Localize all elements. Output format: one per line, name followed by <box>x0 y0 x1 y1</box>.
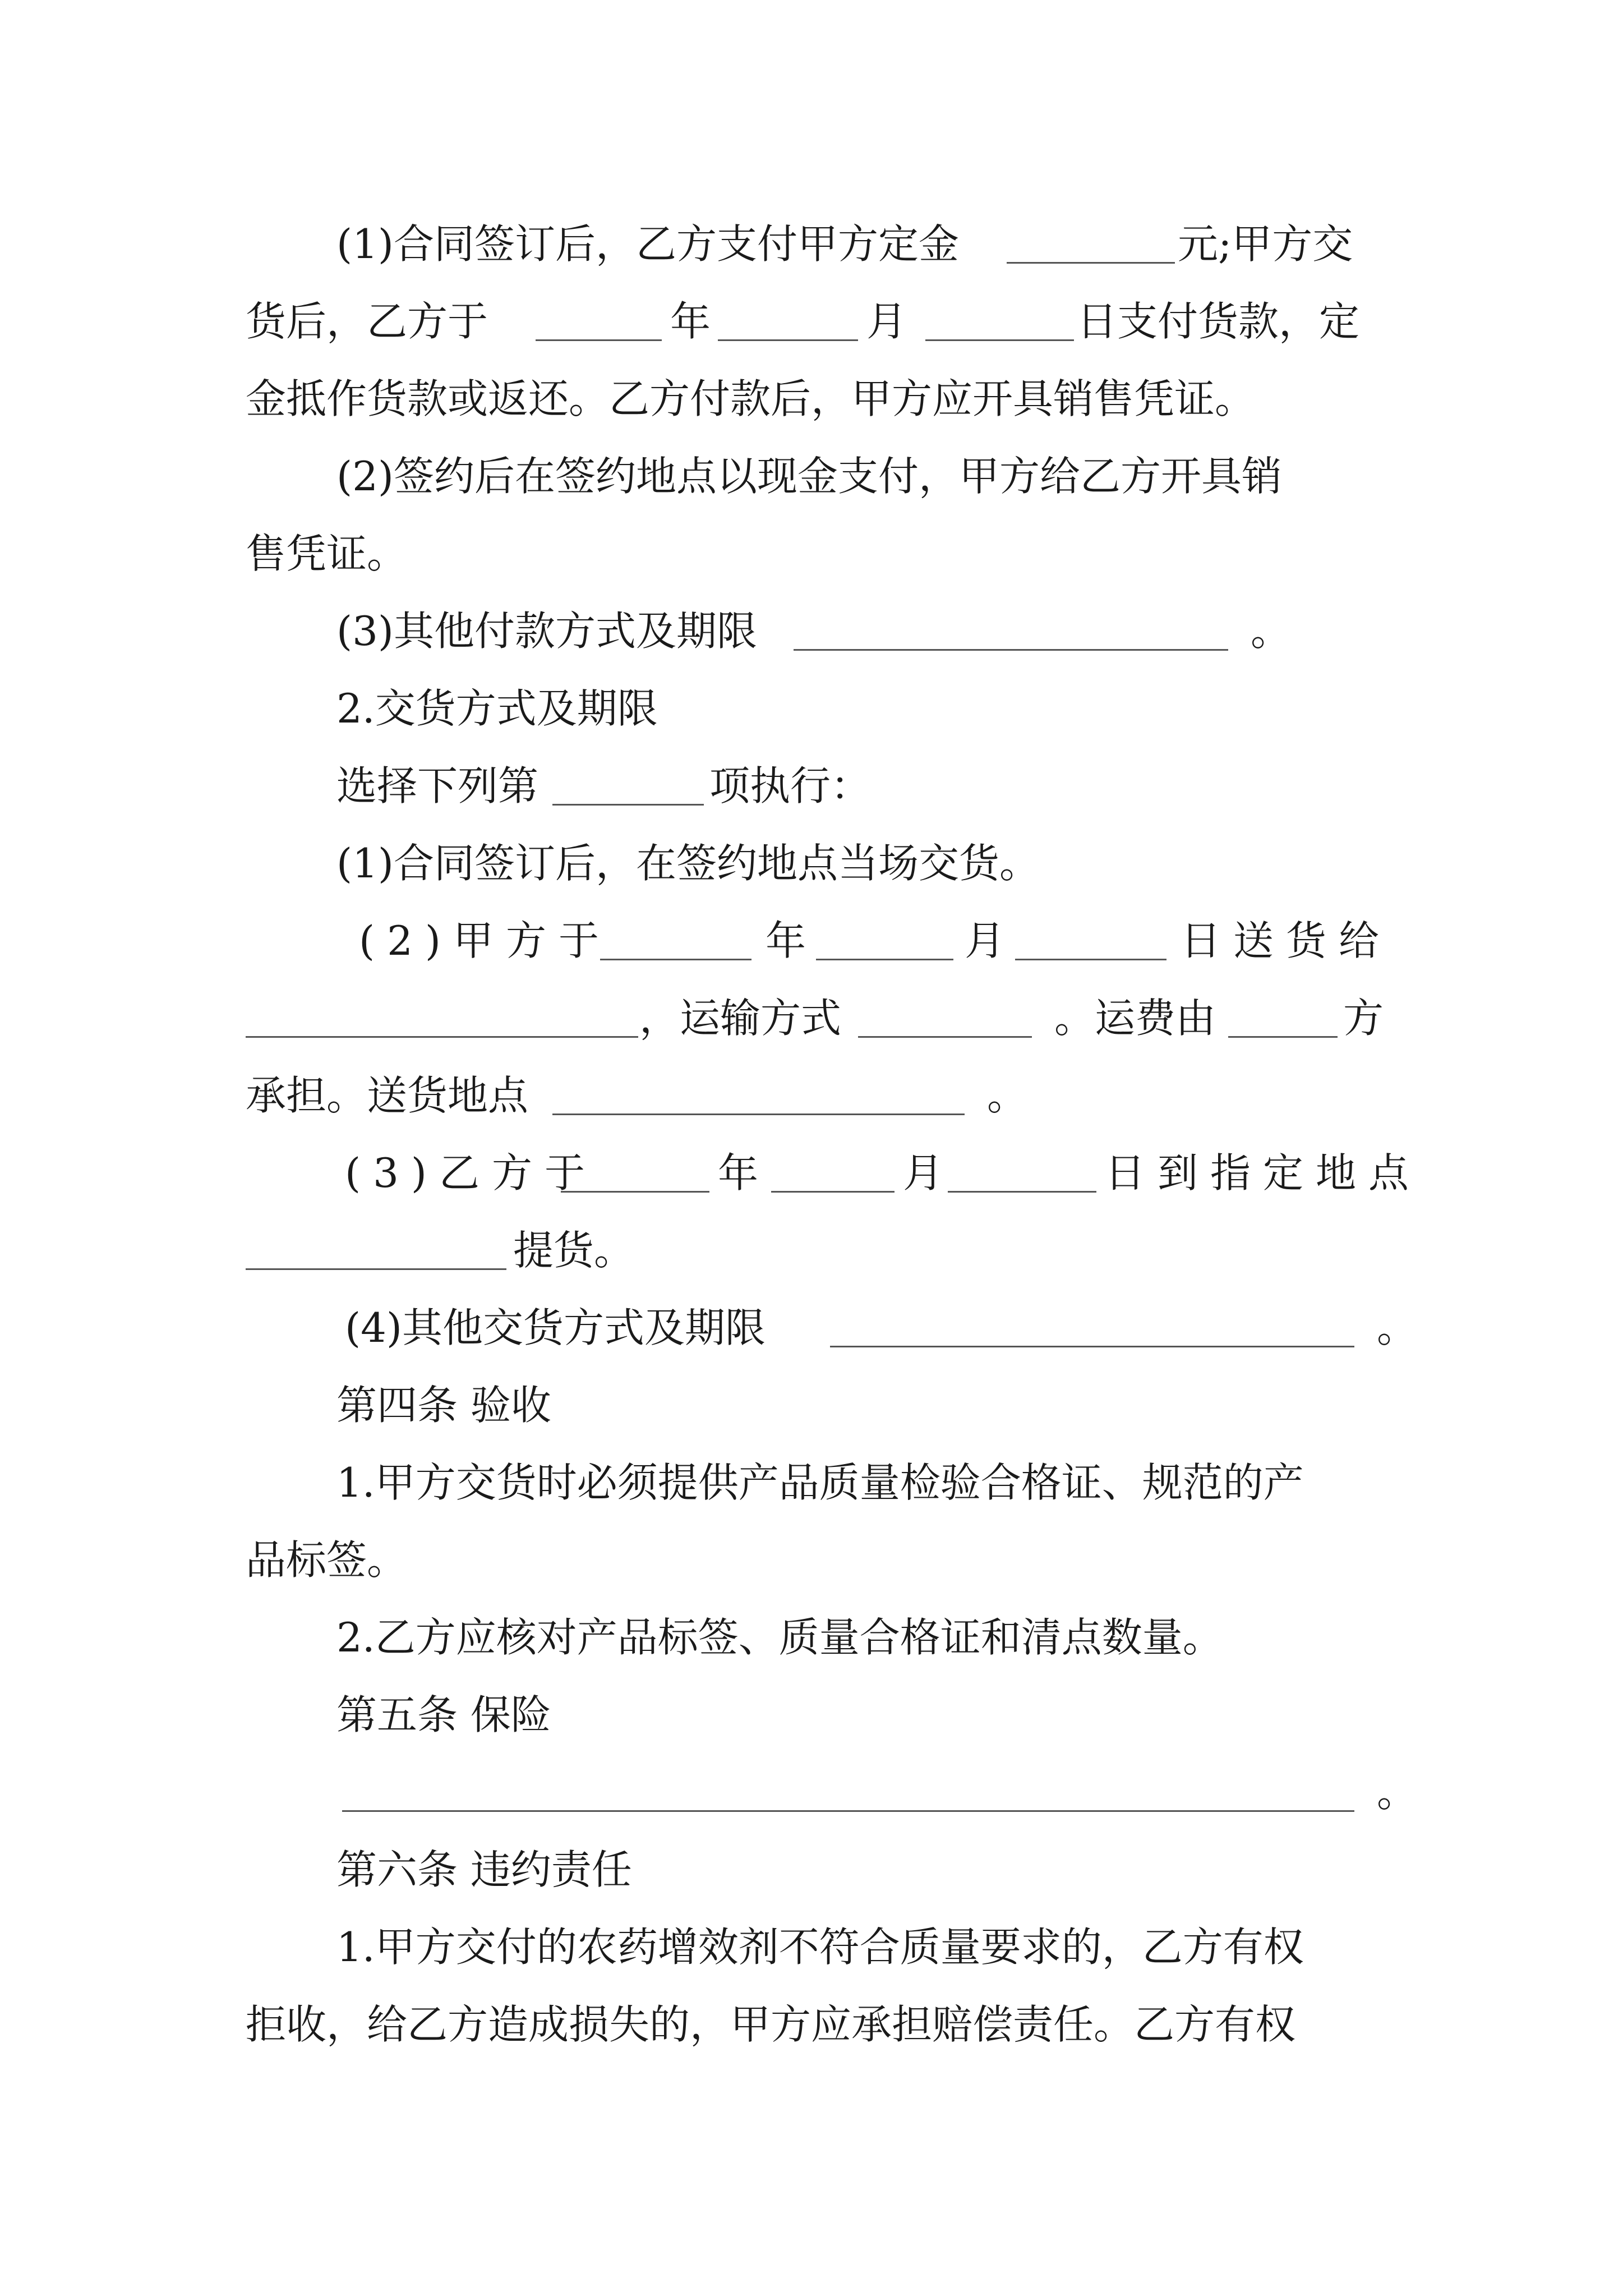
deposit-amount-blank[interactable] <box>1007 222 1175 264</box>
text: 元;甲方交 <box>1178 220 1353 268</box>
day-blank[interactable] <box>925 299 1074 341</box>
delivery-option-2-line-3 <box>0 1056 1623 1135</box>
text: (1)合同签订后，乙方支付甲方定金 <box>336 220 959 268</box>
text: ，运输方式 <box>639 995 842 1042</box>
text: 第四条 验收 <box>336 1382 551 1429</box>
freight-party-blank[interactable] <box>1228 996 1338 1038</box>
text: 承担。送货地点 <box>246 1072 529 1119</box>
month-blank[interactable] <box>718 299 858 341</box>
text: 金抵作货款或返还。乙方付款后，甲方应开具销售凭证。 <box>246 375 1256 422</box>
acceptance-clause-2 <box>0 1598 1623 1677</box>
article-5-heading <box>0 1676 1623 1754</box>
other-delivery-blank[interactable] <box>830 1305 1354 1347</box>
insurance-blank[interactable] <box>342 1770 1354 1812</box>
payment-clause-1-line-3 <box>0 360 1623 438</box>
liability-clause-1-line-2 <box>0 1985 1623 2064</box>
payment-clause-2-line-2 <box>0 514 1623 593</box>
text: 日到指定地点 <box>1105 1149 1422 1197</box>
article-4-heading <box>0 1366 1623 1444</box>
transport-method-blank[interactable] <box>858 996 1032 1038</box>
month-blank[interactable] <box>771 1151 895 1193</box>
delivery-option-4 <box>0 1289 1623 1367</box>
section-heading-delivery <box>0 669 1623 748</box>
text: 。 <box>1377 1304 1418 1351</box>
text: 。 <box>1251 608 1292 655</box>
text: 年 <box>718 1149 759 1197</box>
year-blank[interactable] <box>600 918 751 960</box>
text: 。运费由 <box>1054 995 1216 1042</box>
pickup-location-blank[interactable] <box>246 1228 506 1270</box>
text: 月 <box>903 1149 944 1197</box>
delivery-location-blank[interactable] <box>552 1073 965 1115</box>
payment-clause-3 <box>0 592 1623 670</box>
day-blank[interactable] <box>948 1151 1096 1193</box>
text: 月 <box>965 917 1006 964</box>
text: (2)甲方于 <box>359 917 611 964</box>
year-blank[interactable] <box>561 1151 709 1193</box>
delivery-option-2-line-2 <box>0 979 1623 1057</box>
text: (4)其他交货方式及期限 <box>345 1304 766 1351</box>
text: 2.乙方应核对产品标签、质量合格证和清点数量。 <box>336 1614 1223 1661</box>
text: 2.交货方式及期限 <box>336 685 658 732</box>
payment-clause-1-line-2 <box>0 282 1623 361</box>
text: 拒收，给乙方造成损失的，甲方应承担赔偿责任。乙方有权 <box>246 2001 1296 2048</box>
text: 第六条 违约责任 <box>336 1846 632 1893</box>
text: 年 <box>670 298 711 345</box>
liability-clause-1-line-1 <box>0 1908 1623 1986</box>
text: 品标签。 <box>246 1536 408 1584</box>
text: 年 <box>766 917 806 964</box>
acceptance-clause-1-line-1 <box>0 1443 1623 1522</box>
acceptance-clause-1-line-2 <box>0 1521 1623 1599</box>
other-payment-blank[interactable] <box>794 609 1228 651</box>
text: (2)签约后在签约地点以现金支付，甲方给乙方开具销 <box>336 453 1282 500</box>
text: 方 <box>1343 995 1384 1042</box>
text: 日送货给 <box>1181 917 1392 964</box>
text: 提货。 <box>513 1227 635 1274</box>
delivery-option-3-line-2 <box>0 1211 1623 1290</box>
year-blank[interactable] <box>536 299 662 341</box>
insurance-line <box>0 1753 1623 1832</box>
option-number-blank[interactable] <box>552 763 704 806</box>
text: (1)合同签订后，在签约地点当场交货。 <box>336 840 1040 887</box>
article-6-heading <box>0 1830 1623 1909</box>
month-blank[interactable] <box>816 918 953 960</box>
text: 售凭证。 <box>246 530 408 577</box>
text: (3)乙方于 <box>345 1149 597 1197</box>
text: 选择下列第 <box>336 762 539 809</box>
text: 1.甲方交付的农药增效剂不符合质量要求的，乙方有权 <box>336 1924 1304 1971</box>
text: 货后，乙方于 <box>246 298 488 345</box>
recipient-blank[interactable] <box>246 996 638 1038</box>
text: 1.甲方交货时必须提供产品质量检验合格证、规范的产 <box>336 1459 1304 1506</box>
text: 。 <box>987 1072 1028 1119</box>
text: 月 <box>866 298 907 345</box>
text: 日支付货款，定 <box>1077 298 1360 345</box>
text: 。 <box>1377 1769 1418 1816</box>
payment-clause-2-line-1 <box>0 437 1623 516</box>
day-blank[interactable] <box>1015 918 1166 960</box>
delivery-option-1 <box>0 824 1623 903</box>
delivery-option-3-line-1 <box>0 1134 1623 1212</box>
text: 第五条 保险 <box>336 1691 551 1738</box>
payment-clause-1-line-1 <box>0 205 1623 283</box>
text: 项执行： <box>709 762 872 809</box>
delivery-option-2-line-1 <box>0 901 1623 980</box>
text: (3)其他付款方式及期限 <box>336 608 757 655</box>
delivery-choice-line <box>0 747 1623 825</box>
